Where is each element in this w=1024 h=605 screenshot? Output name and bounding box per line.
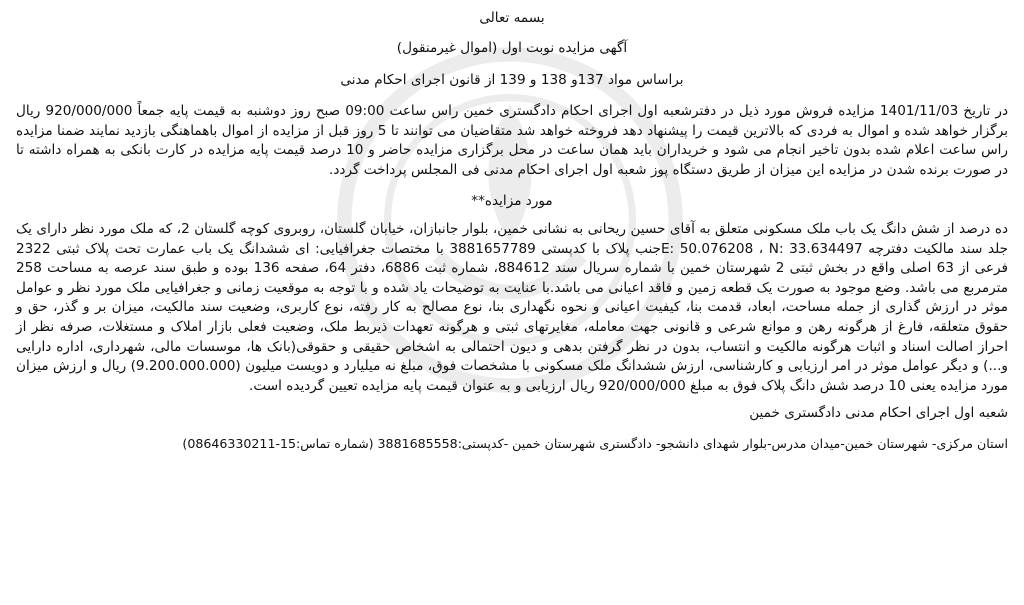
contact-address-footer: استان مرکزی- شهرستان خمین-میدان مدرس-بلوار شهدای دانشجو- دادگستری شهرستان خمین -کدپستی:3881685558 (شماره تماس:15-08646330211) xyxy=(182,435,1008,451)
auction-item-details: ده درصد از شش دانگ یک باب ملک مسکونی متعلق به آقای حسین ریحانی به نشانی خمین، بلوار جانبازان، خیابان گلستان، روبروی کوچه گلستان 2، که ملک مورد نظر دارای یک جلد سند مالکیت دفترچه E: 50.076208 ، N: 33.634497جنب پلاک با کدپستی 3881657789 با مختصات جغرافیایی: ای ششدانگ یک باب عمارت تحت پلاک ثبتی 2322 فرعی از 63 اصلی واقع در بخش ثبتی 2 شهرستان خمین با شماره سریال سند 884612، شماره ثبت 6886، دفتر 64، صفحه 136 بوده و طبق سند عرصه به مساحت 258 مترمربع می باشد. وضع موجود به صورت یک قطعه زمین و فاقد اعیانی می باشد.با عنایت به توضیحات یاد شده و با توجه به موقعیت زمانی و جغرافیایی ملک مورد نظر و عوامل موثر در ارزش گذاری از جمله مساحت، ابعاد، قدمت بنا، کیفیت اعیانی و نحوه نگهداری بنا، نوع مصالح به کار رفته، نوع کاربری، وضعیت سند مالکیت، میزان بر و گذر، حق و حقوق متعلقه، فارغ از هرگونه رهن و موانع شرعی و قانونی جهت معامله، مغایرتهای ثبتی و هرگونه تعهدات ذیربط ملک، وضعیت فعلی بازار املاک و مستغلات، صرفه نظر از احراز اصالت اسناد و اثبات هرگونه مالکیت و انتساب، بدون در نظر گرفتن بدهی و دیون احتمالی به اشخاص حقیقی و حقوقی(بانک ها، موسسات مالی، شهرداری، اداره دارایی و...) و دیگر عوامل موثر در امر ارزیابی و کارشناسی، ارزش ششدانگ ملک مسکونی با مشخصات فوق، مبلغ نه میلیارد و دویست میلیون (9.200.000.000) ریال و ارزش میزان مورد مزایده یعنی 10 درصد شش دانگ پلاک فوق به مبلغ 920/000/000 ریال ارزیابی و به عنوان قیمت پایه مزایده تعیین گردیده است. xyxy=(16,220,1009,394)
issuing-office-signature: شعبه اول اجرای احکام مدنی دادگستری خمین xyxy=(749,405,1008,422)
announcement-document xyxy=(16,6,1008,454)
auction-item-heading: مورد مزایده** xyxy=(471,193,553,210)
legal-basis-subtitle: براساس مواد 137و 138 و 139 از قانون اجرای احکام مدنی xyxy=(340,72,684,88)
auction-intro-paragraph: در تاریخ 1401/11/03 مزایده فروش مورد ذیل در دفترشعبه اول اجرای احکام دادگستری خمین راس ساعت 09:00 صبح روز دوشنبه به قیمت پایه جمعاً 920/000/000 ریال برگزار خواهد شده و اموال به فردی که بالاترین قیمت را پیشنهاد دهد فروخته خواهد شد متقاضیان می توانند تا 5 روز قبل از مزایده از اموال باهماهنگی بازدید نمایند ضمنا مزایده راس ساعت اعلام شده بدون تاخیر انجام می شود و خریداران باید همان ساعت در محل برگزاری مزایده حاضر و 10 درصد قیمت پایه مزایده در کارت بانکی به همراه داشته تا در صورت برنده شدن در مزایده این میزان از طریق دستگاه پوز شعبه اول اجرای احکام مدنی فی المجلس پرداخت گردد. xyxy=(16,103,1009,178)
announcement-title: آگهی مزایده نوبت اول (اموال غیرمنقول) xyxy=(396,40,628,56)
basmala-heading: بسمه تعالی xyxy=(479,10,545,26)
